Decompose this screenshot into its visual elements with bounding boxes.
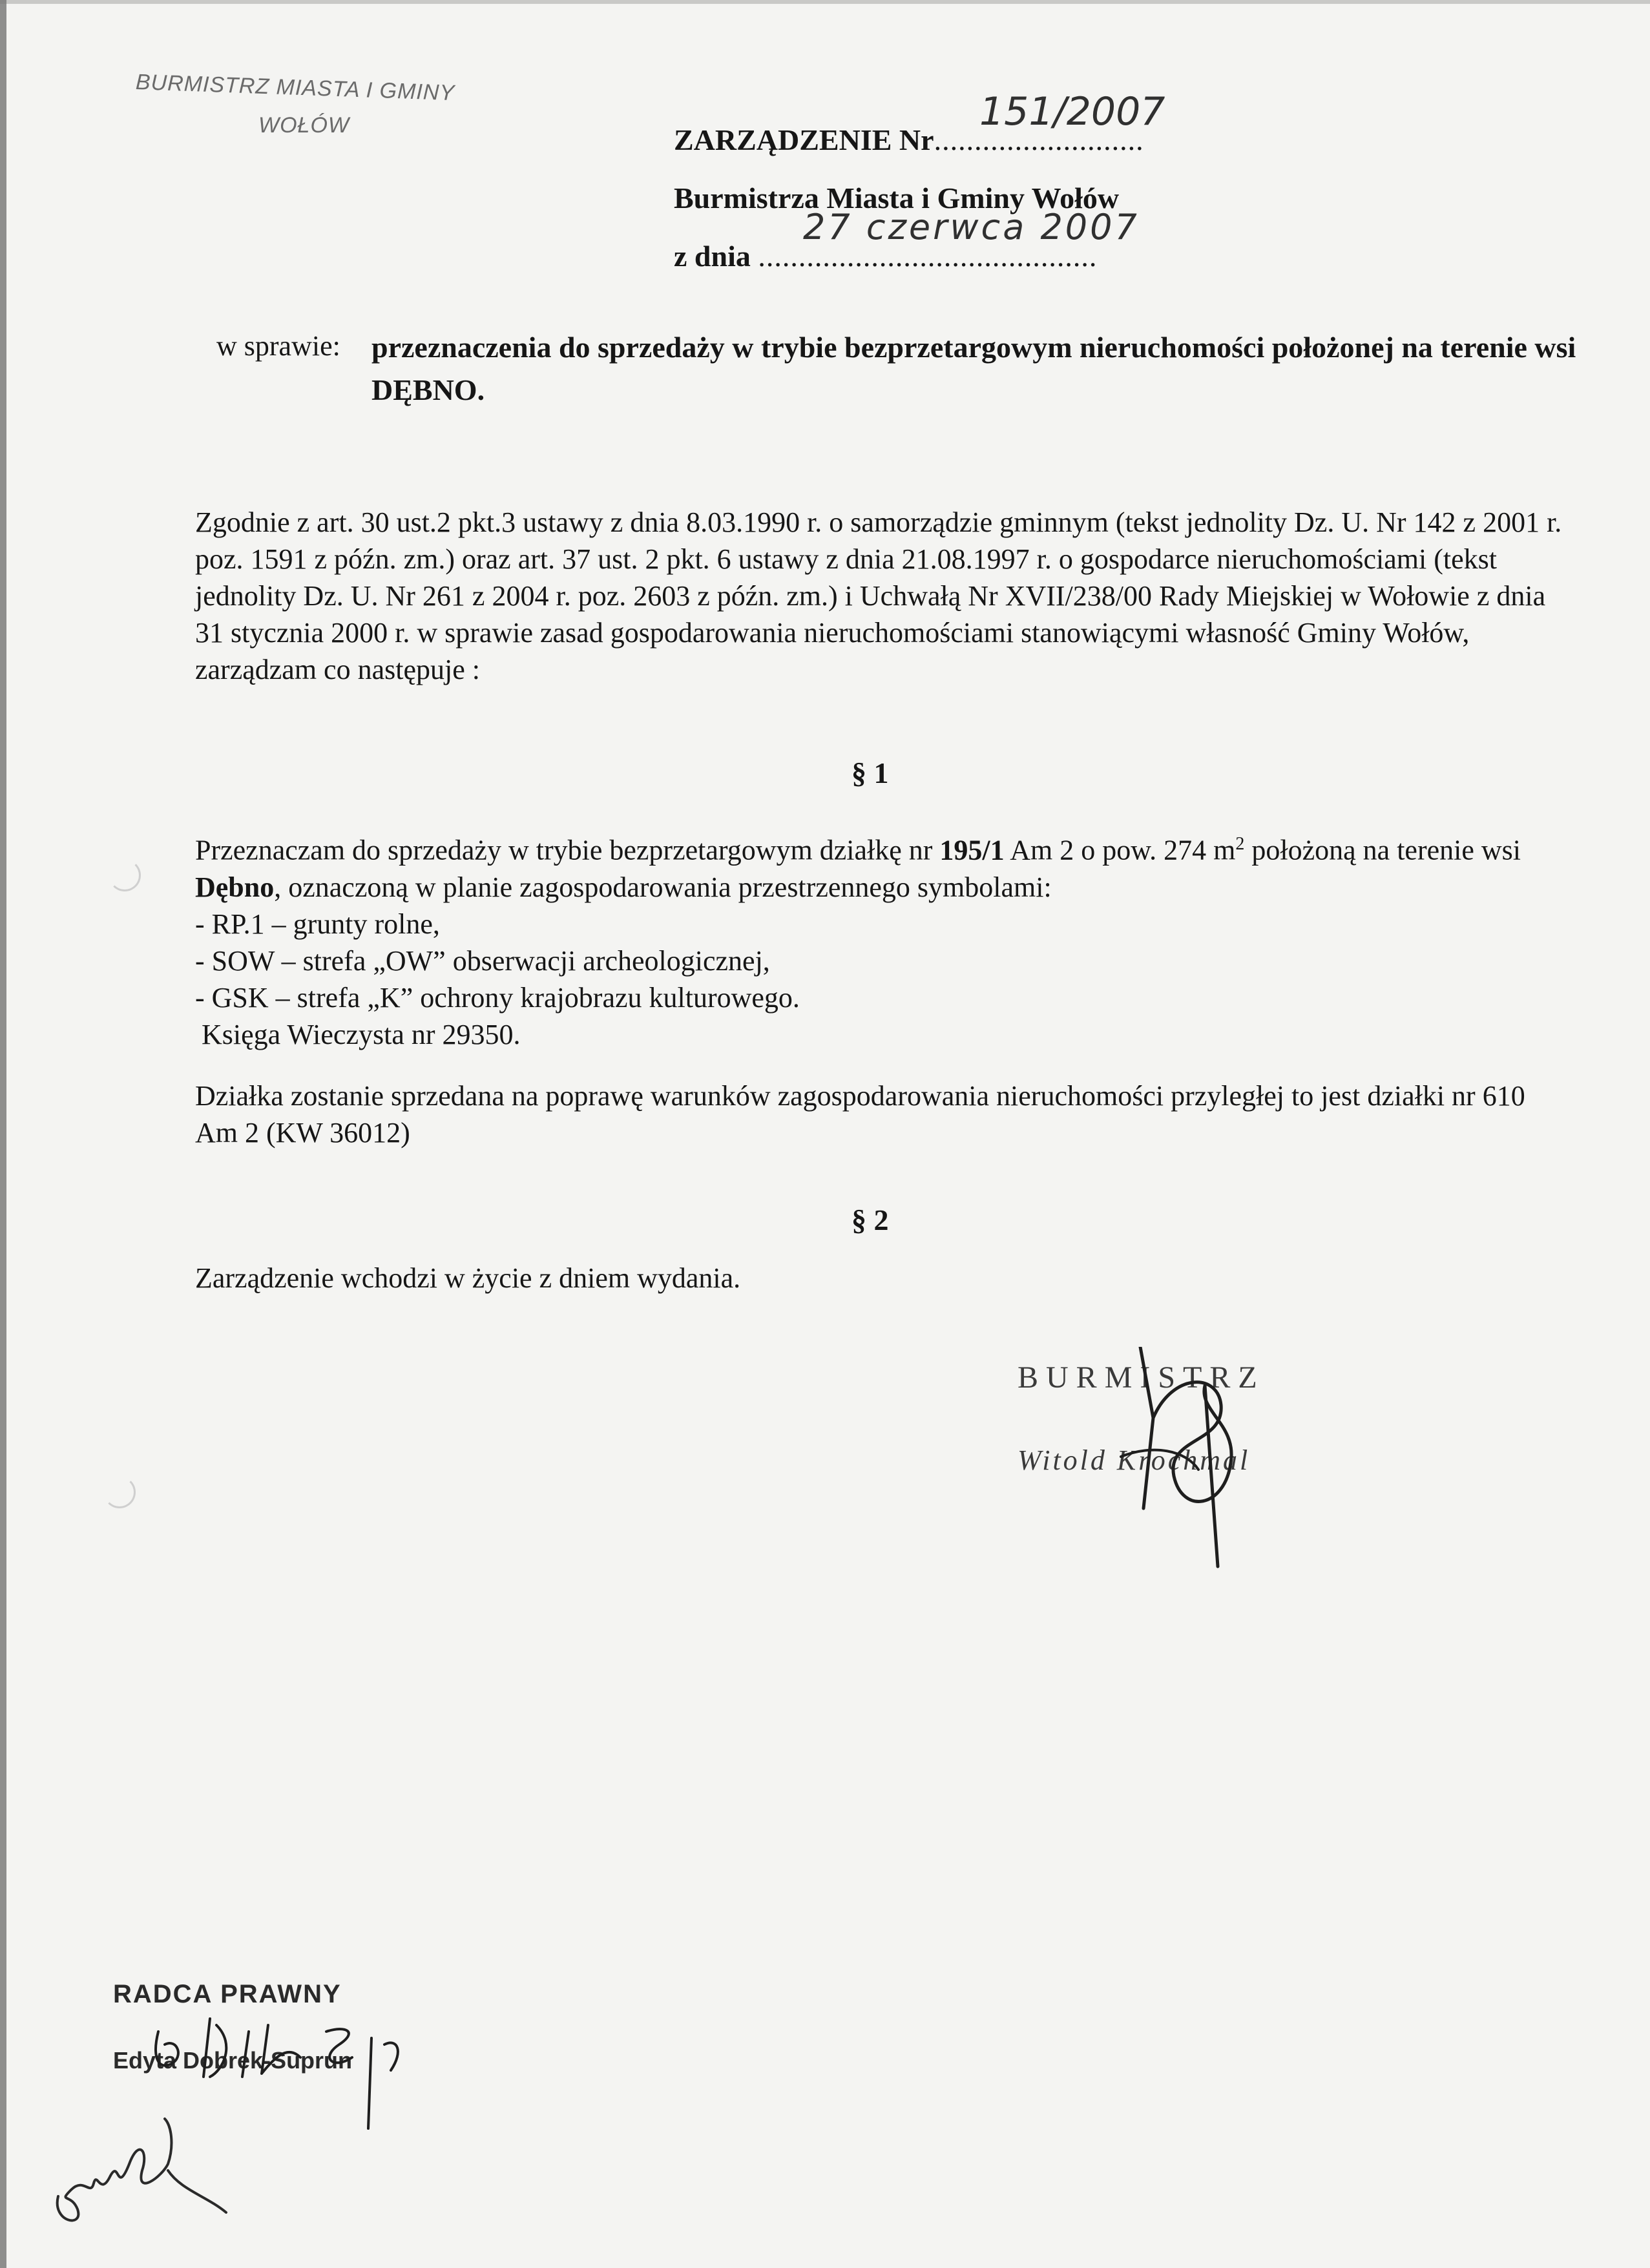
scan-top-edge bbox=[0, 0, 1650, 4]
zoning-item: - SOW – strefa „OW” obserwacji archeologicznej, bbox=[195, 944, 770, 977]
section-1-heading: § 1 bbox=[851, 756, 889, 789]
parcel-text-a: Przeznaczam do sprzedaży w trybie bezprzetargowym działkę nr bbox=[195, 834, 940, 866]
parcel-text-c: położoną na terenie wsi bbox=[1244, 834, 1521, 866]
section-1-paragraph bbox=[195, 826, 1565, 1053]
section-1-purpose: Działka zostanie sprzedana na poprawę warunków zagospodarowania nieruchomości przyległej to jest działki nr 610 Am 2 (KW 36012) bbox=[195, 1080, 1525, 1149]
punch-hole-mark bbox=[103, 1476, 136, 1508]
parcel-text-b: Am 2 o pow. 274 m bbox=[1004, 834, 1236, 866]
scan-left-edge bbox=[0, 0, 6, 2268]
parcel-text-d: , oznaczoną w planie zagospodarowania przestrzennego symbolami: bbox=[274, 871, 1052, 903]
land-register: Księga Wieczysta nr 29350. bbox=[202, 1018, 521, 1050]
handwritten-number: 151/2007 bbox=[979, 89, 1165, 134]
section-2-text: Zarządzenie wchodzi w życie z dniem wydania. bbox=[195, 1262, 741, 1294]
handwritten-signature bbox=[1005, 1347, 1392, 1579]
legal-stamp-title: RADCA PRAWNY bbox=[113, 1980, 342, 2008]
signature-name: Witold Krochmal bbox=[1018, 1444, 1251, 1476]
mayor-signature-block bbox=[1005, 1347, 1392, 1579]
village-name: Dębno bbox=[195, 871, 275, 903]
date-line bbox=[674, 207, 1140, 273]
subject-label: w sprawie: bbox=[216, 330, 340, 362]
office-stamp bbox=[136, 70, 455, 138]
handwritten-date: 27 czerwca 2007 bbox=[803, 207, 1140, 247]
legal-stamp-name: Edyta Dobrek-Suprun bbox=[113, 2047, 353, 2074]
section-2-heading: § 2 bbox=[851, 1203, 889, 1236]
date-dots: .......................................... bbox=[758, 240, 1098, 273]
title-dots: .......................... bbox=[934, 123, 1144, 156]
legal-basis-paragraph: Zgodnie z art. 30 ust.2 pkt.3 ustawy z dnia 8.03.1990 r. o samorządzie gminnym (tekst jednolity Dz. U. Nr 142 z 2001 r. poz. 1591 z późn. zm.) oraz art. 37 ust. 2 pkt. 6 ustawy z dnia 21.08.1997 r. o gospodarce nieruchomościami (tekst jednolity Dz. U. Nr 261 z 2004 r. poz. 2603 z późn. zm.) i Uchwałą Nr XVII/238/00 Rady Miejskiej w Wołowie z dnia 31 stycznia 2000 r. w sprawie zasad gospodarowania nieruchomościami stanowiącymi własność Gminy Wołów, zarządzam co następuje : bbox=[195, 506, 1562, 685]
punch-hole-mark bbox=[109, 859, 141, 891]
title-prefix: ZARZĄDZENIE bbox=[674, 123, 892, 156]
zoning-item: - GSK – strefa „K” ochrony krajobrazu kulturowego. bbox=[195, 981, 800, 1014]
parcel-number: 195/1 bbox=[939, 834, 1005, 866]
handwritten-initials bbox=[45, 2099, 239, 2242]
office-stamp-line2: WOŁÓW bbox=[258, 113, 350, 138]
document-title bbox=[674, 89, 1165, 157]
date-label: z dnia bbox=[674, 240, 751, 273]
office-stamp-line1: BURMISTRZ MIASTA I GMINY bbox=[135, 70, 455, 106]
subject-text: przeznaczenia do sprzedaży w trybie bezprzetargowym nieruchomości położonej na terenie wsi DĘBNO. bbox=[371, 331, 1576, 406]
issuer-line: Burmistrza Miasta i Gminy Wołów bbox=[674, 182, 1120, 214]
title-nr-label: Nr bbox=[899, 123, 934, 156]
zoning-item: - RP.1 – grunty rolne, bbox=[195, 908, 440, 940]
area-superscript: 2 bbox=[1235, 834, 1245, 854]
signature-title: BURMISTRZ bbox=[1018, 1360, 1265, 1395]
